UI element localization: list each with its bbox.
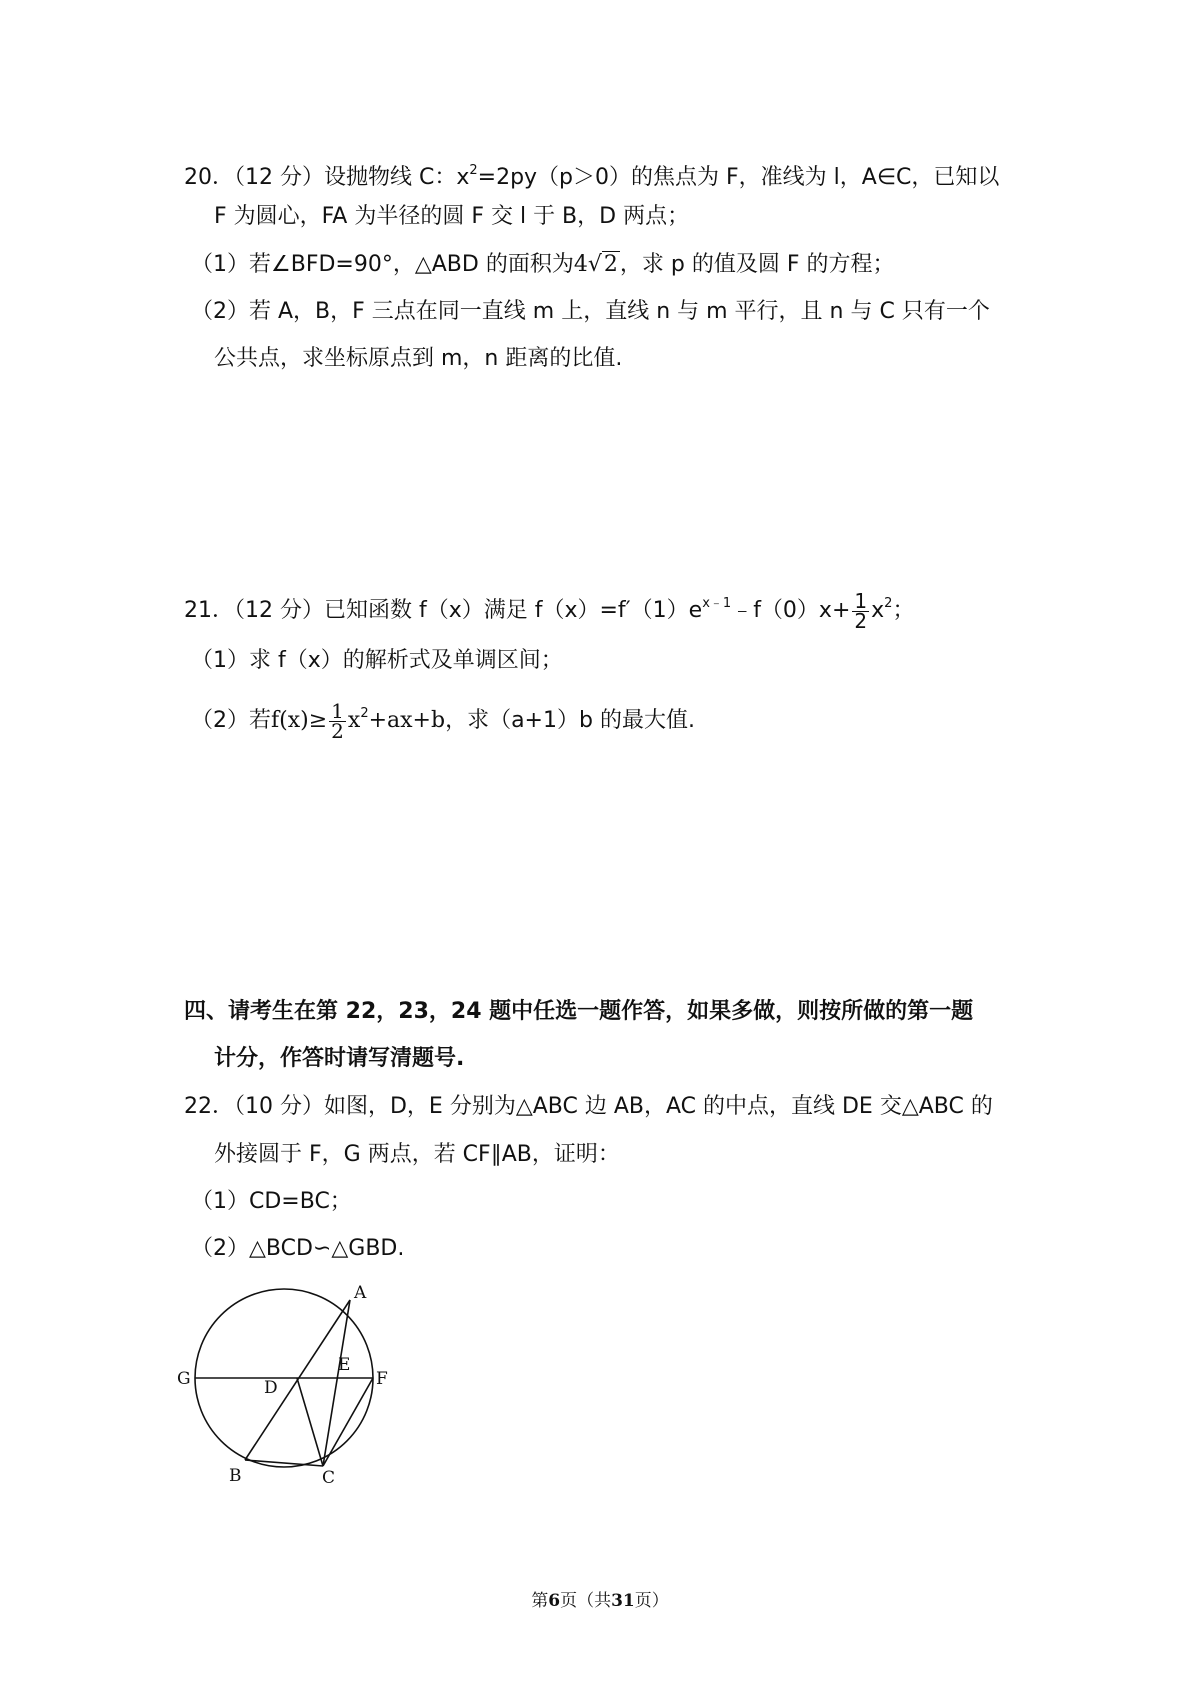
q21-part-2: （2）若f(x)≥ $\frac{1}{2}$ $x^2+ax+b$，求（a+1）b 的最大值. bbox=[191, 698, 695, 743]
label-C: C bbox=[322, 1468, 336, 1488]
label-D: D bbox=[264, 1378, 278, 1398]
q20-part-2-line-2: 公共点，求坐标原点到 m，n 距离的比值. bbox=[214, 346, 623, 371]
q21-line-1: 21．（12 分）已知函数 f（x）满足 $f(x)=f'(1)e^{x﹣1}﹣f(0)x+$ $\frac{1}{2}$ $x^2$； bbox=[184, 588, 915, 633]
q22-part-1: （1）CD=BC； bbox=[191, 1189, 352, 1214]
label-E: E bbox=[338, 1355, 351, 1375]
circle-geometry-figure bbox=[177, 1270, 440, 1500]
label-F: F bbox=[376, 1369, 388, 1389]
fraction-one-half: $\frac{1}{2}$ bbox=[331, 698, 344, 743]
sqrt-sign: √ bbox=[587, 252, 602, 277]
q20-line-1: 20．（12 分）设抛物线 C：$x^2=2py(p>0)$的焦点为 F，准线为 l，A∈C，已知以 bbox=[184, 163, 1000, 190]
fraction-one-half: $\frac{1}{2}$ bbox=[854, 588, 868, 633]
label-B: B bbox=[229, 1466, 242, 1486]
q22-line-1: 22．（10 分）如图，D，E 分别为△ABC 边 AB，AC 的中点，直线 DE 交△ABC 的 bbox=[184, 1094, 993, 1119]
q20-part-2-line-1: （2）若 A，B，F 三点在同一直线 m 上，直线 n 与 m 平行，且 n 与 C 只有一个 bbox=[191, 299, 990, 324]
page-footer: 第6页（共31页） bbox=[531, 1591, 669, 1611]
q21-part-1: （1）求 f（x）的解析式及单调区间； bbox=[191, 648, 563, 673]
label-A: A bbox=[354, 1283, 367, 1303]
line-CD bbox=[297, 1378, 323, 1466]
q22-part-2: （2）△BCD∽△GBD. bbox=[191, 1236, 405, 1261]
label-G: G bbox=[177, 1369, 191, 1389]
q20-part-1: （1）若∠BFD=90°，△ABD 的面积为4√2，求 p 的值及圆 F 的方程； bbox=[191, 252, 895, 277]
page-number: 6 bbox=[548, 1591, 561, 1611]
section-4-heading-line-2: 计分，作答时请写清题号. bbox=[214, 1046, 465, 1071]
section-4-heading-line-1: 四、请考生在第 22，23，24 题中任选一题作答，如果多做，则按所做的第一题 bbox=[184, 999, 974, 1024]
q22-line-2: 外接圆于 F，G 两点，若 CF∥AB，证明： bbox=[214, 1142, 620, 1167]
page-total: 31 bbox=[611, 1591, 635, 1611]
sqrt-radicand: 2 bbox=[603, 252, 618, 277]
area-coefficient: 4 bbox=[573, 252, 588, 277]
q20-line-2: F 为圆心，FA 为半径的圆 F 交 l 于 B，D 两点； bbox=[214, 204, 690, 229]
